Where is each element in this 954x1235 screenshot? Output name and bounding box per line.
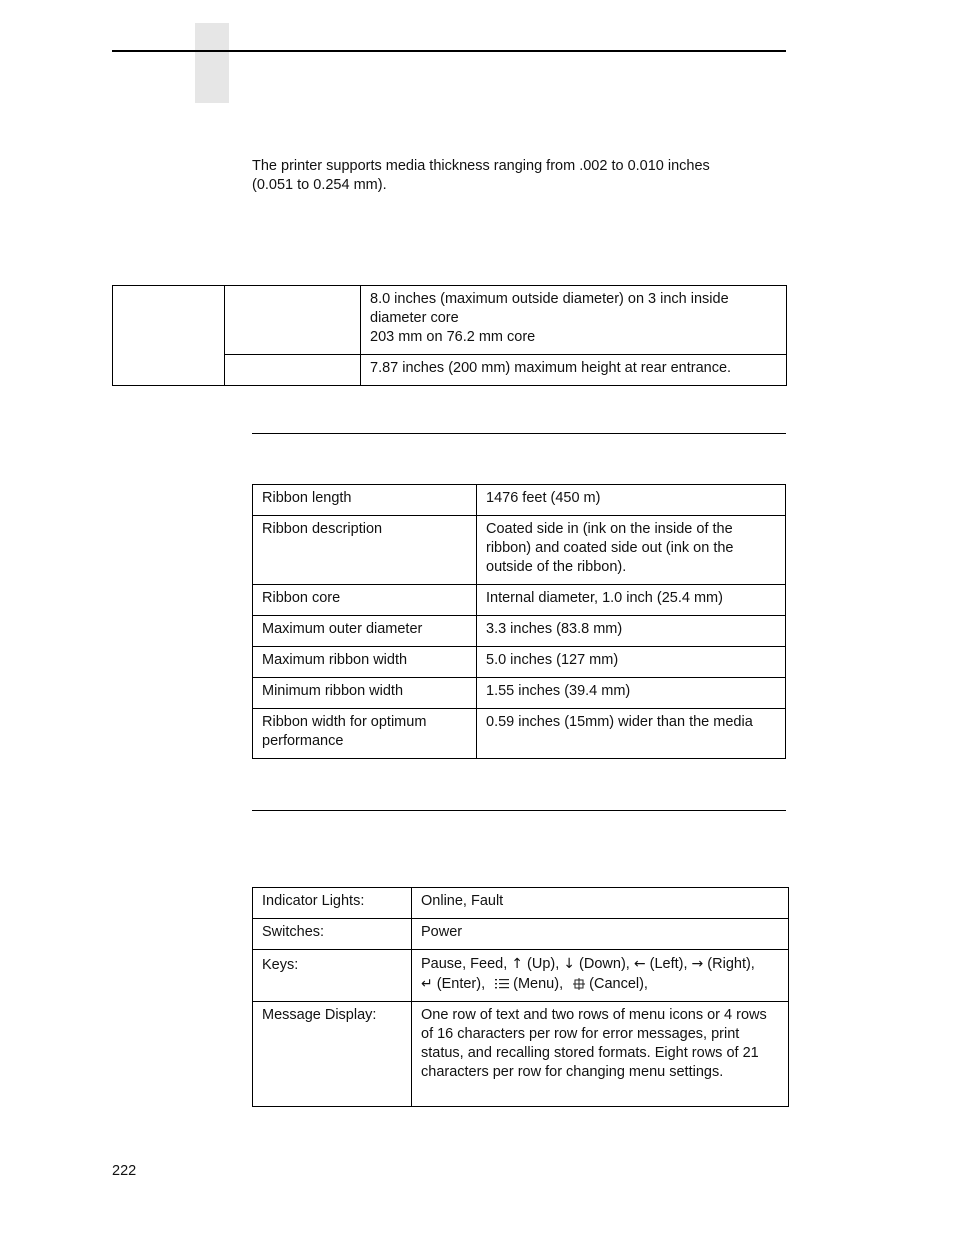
ribbon-label: Ribbon core [253,585,477,616]
keys-value: Pause, Feed, ↑ (Up), ↓ (Down), ← (Left), → (Right), ↵ (Enter), (Menu), (Cancel), [412,950,789,1002]
table-row [253,485,786,516]
ribbon-label: Ribbon description [253,516,477,585]
cancel-icon [573,977,585,989]
intro-line-2: (0.051 to 0.254 mm). [252,177,387,193]
ribbon-label: Ribbon length [253,485,477,516]
media-table-empty-cell [225,286,361,355]
media-roll-value: 8.0 inches (maximum outside diameter) on 3 inch inside diameter core 203 mm on 76.2 mm core [361,286,787,355]
chapter-tab [195,23,229,103]
media-table-empty-cell [225,355,361,386]
switches-value: Power [412,919,789,950]
ribbon-value: 1.55 inches (39.4 mm) [477,678,786,709]
down-arrow-icon: ↓ [563,956,576,972]
table-row [253,919,789,950]
menu-icon [495,977,509,989]
table-row [253,678,786,709]
ribbon-value: 3.3 inches (83.8 mm) [477,616,786,647]
table-row [253,888,789,919]
media-table-empty-cell [113,286,225,386]
ribbon-label: Minimum ribbon width [253,678,477,709]
keys-label: Keys: [253,950,412,1002]
ribbon-value: Internal diameter, 1.0 inch (25.4 mm) [477,585,786,616]
table-row [253,950,789,1002]
ribbon-value: 0.59 inches (15mm) wider than the media [477,709,786,759]
ribbon-table [252,484,786,759]
ribbon-label: Ribbon width for optimum performance [253,709,477,759]
header-rule [112,50,786,52]
table-row [253,647,786,678]
ribbon-value: Coated side in (ink on the inside of the ribbon) and coated side out (ink on the outside of the ribbon). [477,516,786,585]
table-row [253,616,786,647]
switches-label: Switches: [253,919,412,950]
media-height-value: 7.87 inches (200 mm) maximum height at rear entrance. [361,355,787,386]
section-rule [252,433,786,434]
table-row [253,709,786,759]
ribbon-value: 5.0 inches (127 mm) [477,647,786,678]
intro-line-1: The printer supports media thickness ranging from .002 to 0.010 inches [252,158,710,174]
indicator-label: Indicator Lights: [253,888,412,919]
display-label: Message Display: [253,1002,412,1107]
page-number: 222 [112,1163,137,1179]
table-row [253,585,786,616]
ribbon-label: Maximum ribbon width [253,647,477,678]
table-row [253,1002,789,1107]
ribbon-label: Maximum outer diameter [253,616,477,647]
ribbon-value: 1476 feet (450 m) [477,485,786,516]
right-arrow-icon: → [691,956,704,972]
display-value: One row of text and two rows of menu icons or 4 rows of 16 characters per row for error messages, print status, and recalling stored formats. Eight rows of 21 characters per row for changing menu settings. [412,1002,789,1107]
media-table [112,285,787,386]
indicator-value: Online, Fault [412,888,789,919]
table-row [253,516,786,585]
enter-icon: ↵ [421,976,433,992]
section-rule [252,810,786,811]
intro-paragraph [252,157,782,195]
left-arrow-icon: ← [633,956,646,972]
up-arrow-icon: ↑ [511,956,524,972]
control-panel-table [252,887,789,1107]
